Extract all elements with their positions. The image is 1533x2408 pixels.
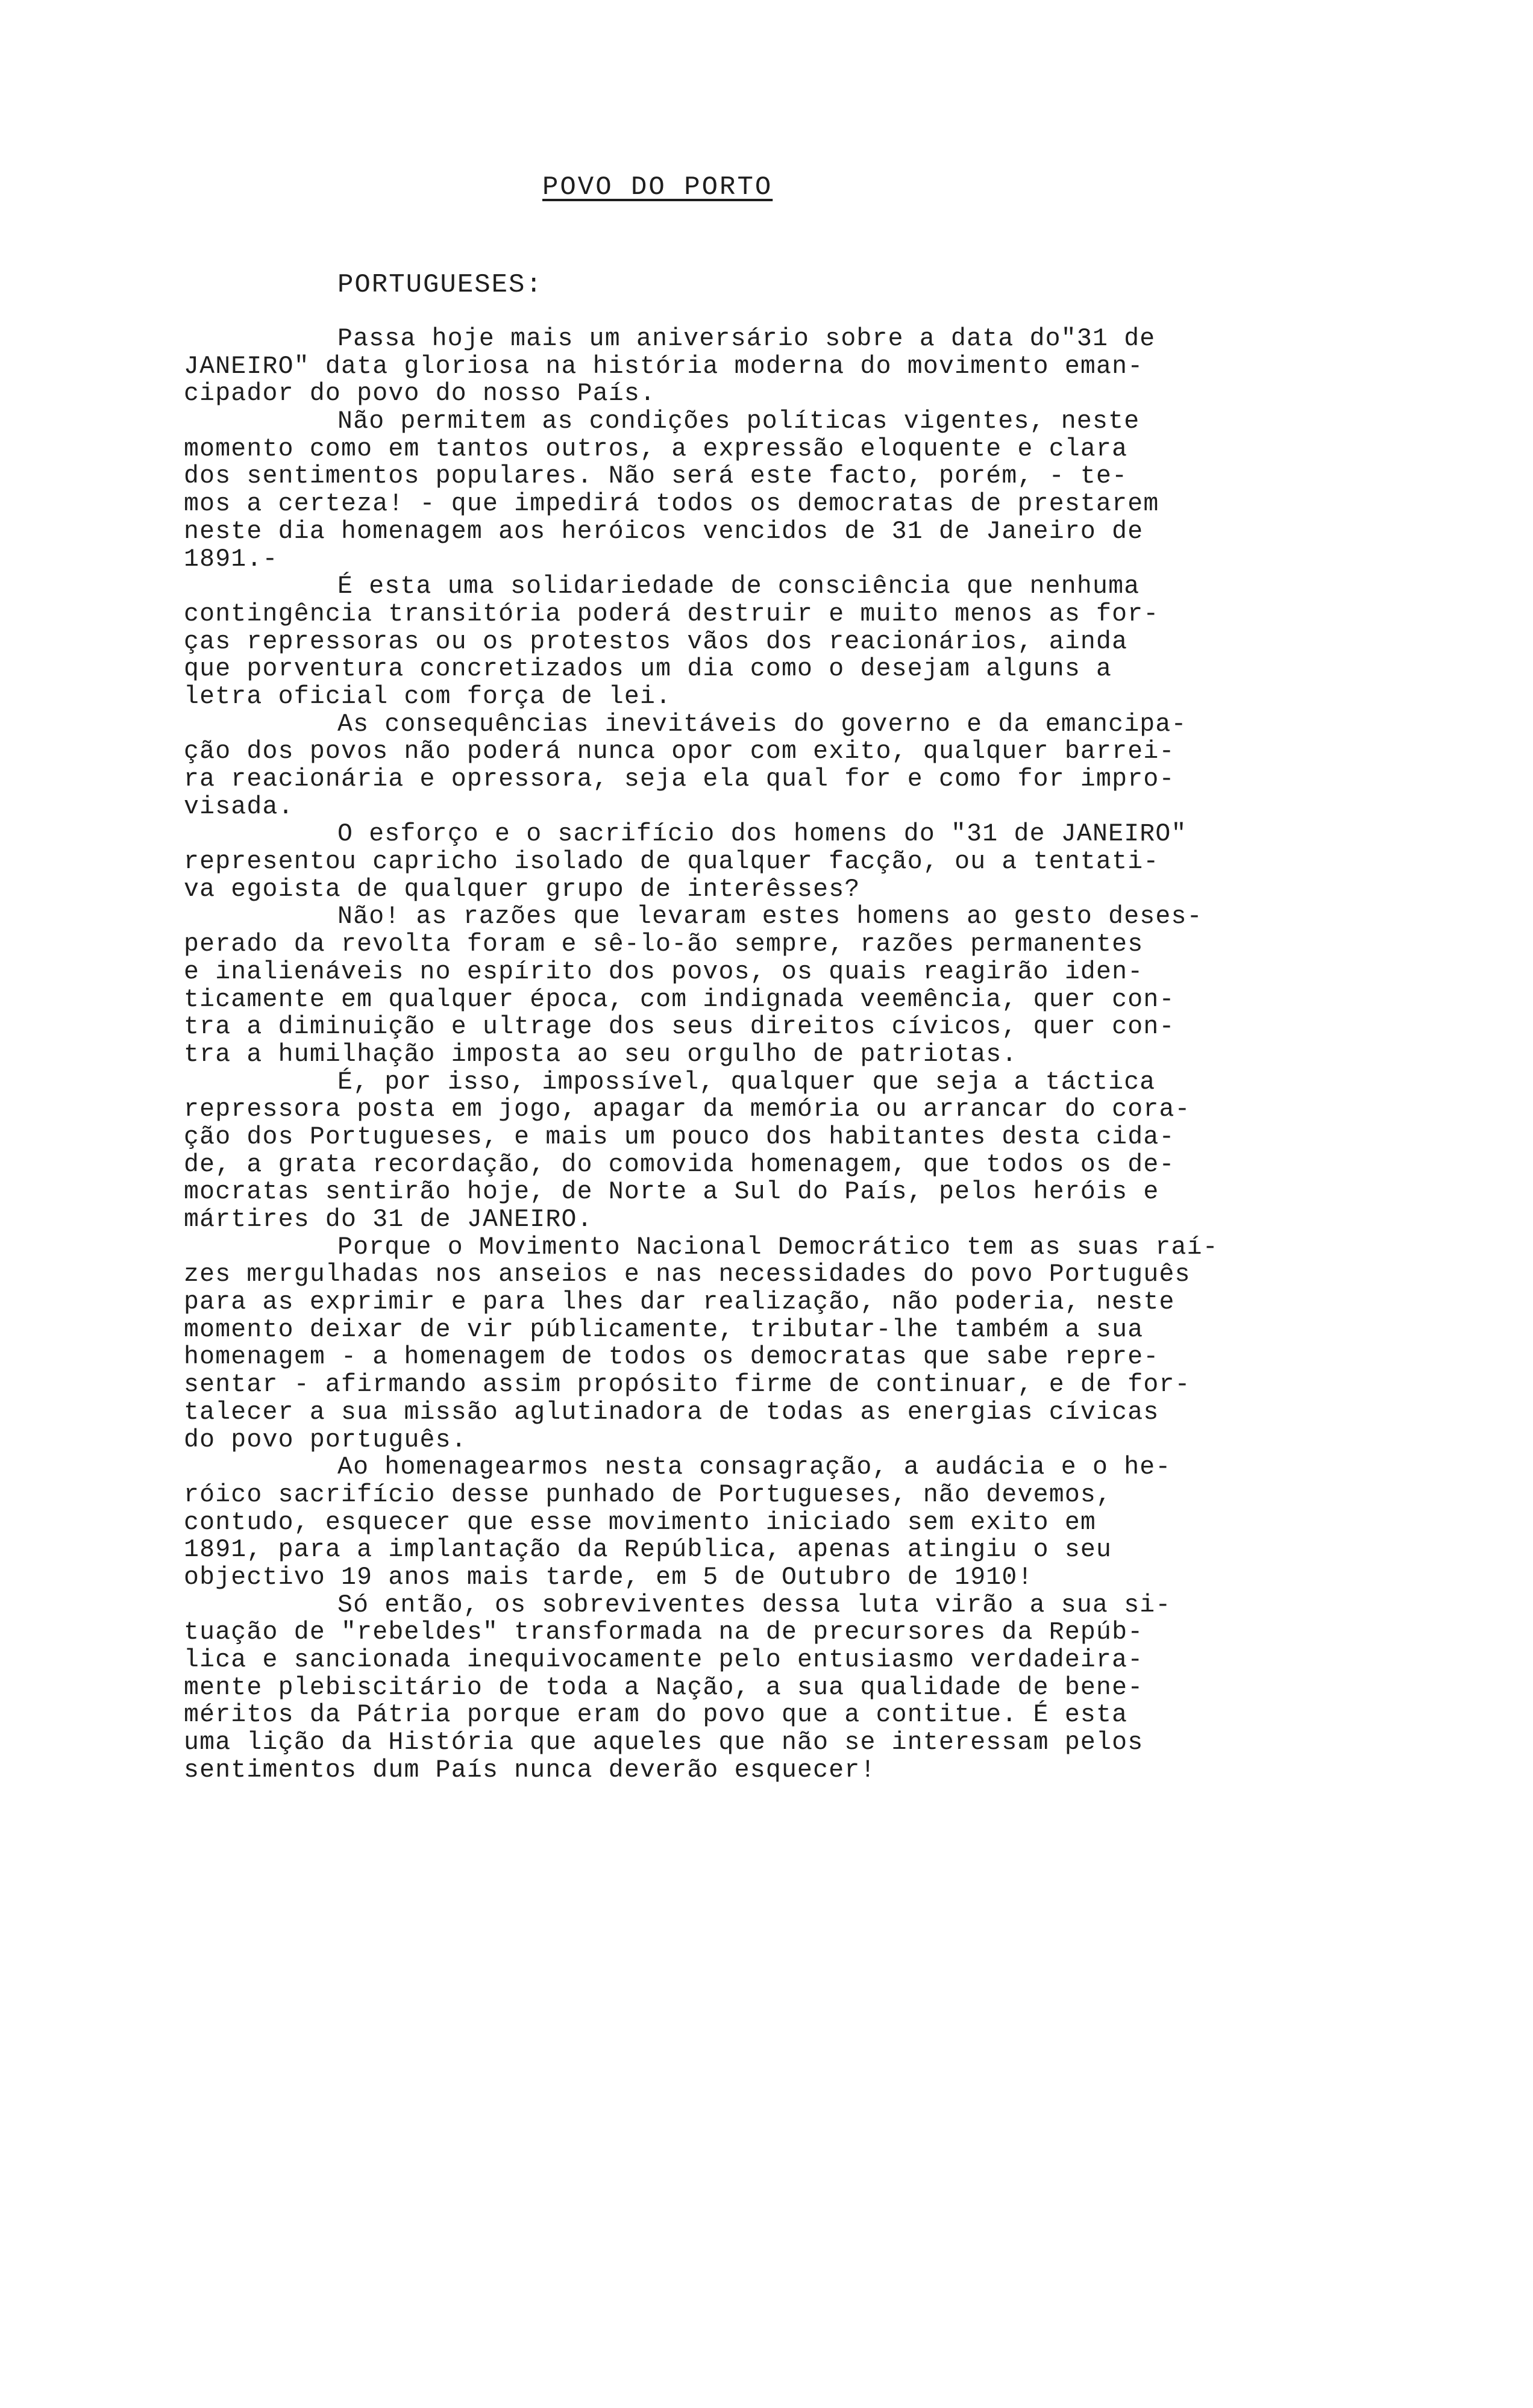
text-line: As consequências inevitáveis do governo e da emancipa- — [337, 710, 1187, 739]
text-line: Só então, os sobreviventes dessa luta virão a sua si- — [337, 1590, 1171, 1619]
text-line: O esforço e o sacrifício dos homens do "31 de JANEIRO" — [337, 820, 1187, 849]
text-line: sentimentos dum País nunca deverão esquecer! — [184, 1756, 876, 1784]
text-line: róico sacrifício desse punhado de Portugueses, não devemos, — [184, 1480, 1112, 1509]
text-line: mártires do 31 de JANEIRO. — [184, 1206, 593, 1234]
text-line: contudo, esquecer que esse movimento iniciado sem exito em — [184, 1508, 1097, 1537]
text-line: 1891, para a implantação da República, apenas atingiu o seu — [184, 1536, 1112, 1565]
text-line: homenagem - a homenagem de todos os democratas que sabe repre- — [184, 1343, 1159, 1372]
text-line: É, por isso, impossível, qualquer que seja a táctica — [337, 1068, 1156, 1096]
text-line: ção dos povos não poderá nunca opor com exito, qualquer barrei- — [184, 737, 1175, 766]
text-line: va egoista de qualquer grupo de interêsses? — [184, 875, 861, 904]
text-line: ticamente em qualquer época, com indignada veemência, quer con- — [184, 985, 1175, 1014]
text-line: tuação de "rebeldes" transformada na de precursores da Repúb- — [184, 1618, 1144, 1647]
text-line: que porventura concretizados um dia como o desejam alguns a — [184, 655, 1112, 684]
text-line: méritos da Pátria porque eram do povo que a contitue. É esta — [184, 1701, 1128, 1730]
text-line: de, a grata recordação, do comovida homenagem, que todos os de- — [184, 1150, 1175, 1179]
body-text — [184, 325, 1329, 1784]
text-line: neste dia homenagem aos heróicos vencidos de 31 de Janeiro de — [184, 517, 1144, 546]
text-line: para as exprimir e para lhes dar realização, não poderia, neste — [184, 1288, 1175, 1317]
text-line: Passa hoje mais um aniversário sobre a data do"31 de — [337, 325, 1156, 353]
salutation: PORTUGUESES: — [337, 270, 543, 300]
text-line: Não! as razões que levaram estes homens ao gesto deses- — [337, 902, 1203, 931]
text-line: cipador do povo do nosso País. — [184, 380, 656, 408]
text-line: Ao homenagearmos nesta consagração, a audácia e o he- — [337, 1453, 1171, 1482]
text-line: lica e sancionada inequivocamente pelo entusiasmo verdadeira- — [184, 1646, 1144, 1674]
text-line: JANEIRO" data gloriosa na história moderna do movimento eman- — [184, 352, 1144, 381]
text-line: ças repressoras ou os protestos vãos dos reacionários, ainda — [184, 627, 1128, 656]
text-line: sentar - afirmando assim propósito firme de continuar, e de for- — [184, 1371, 1191, 1399]
text-line: objectivo 19 anos mais tarde, em 5 de Outubro de 1910! — [184, 1563, 1033, 1592]
text-line: talecer a sua missão aglutinadora de todas as energias cívicas — [184, 1398, 1159, 1427]
text-line: mos a certeza! - que impedirá todos os democratas de prestarem — [184, 490, 1159, 519]
text-line: letra oficial com força de lei. — [184, 682, 672, 711]
text-line: do povo português. — [184, 1425, 467, 1454]
text-line: uma lição da História que aqueles que não se interessam pelos — [184, 1728, 1144, 1757]
text-line: perado da revolta foram e sê-lo-ão sempre, razões permanentes — [184, 930, 1144, 959]
document-title: POVO DO PORTO — [542, 172, 773, 202]
text-line: mente plebiscitário de toda a Nação, a sua qualidade de bene- — [184, 1673, 1144, 1702]
text-line: dos sentimentos populares. Não será este facto, porém, - te- — [184, 462, 1128, 491]
text-line: zes mergulhadas nos anseios e nas necessidades do povo Português — [184, 1260, 1191, 1289]
text-line: e inalienáveis no espírito dos povos, os quais reagirão iden- — [184, 957, 1144, 986]
text-line: momento como em tantos outros, a expressão eloquente e clara — [184, 434, 1128, 463]
text-line: 1891.- — [184, 545, 278, 574]
text-line: ra reacionária e opressora, seja ela qual for e como for impro- — [184, 765, 1175, 793]
text-line: contingência transitória poderá destruir e muito menos as for- — [184, 599, 1159, 628]
text-line: repressora posta em jogo, apagar da memória ou arrancar do cora- — [184, 1095, 1191, 1124]
text-line: tra a diminuição e ultrage dos seus direitos cívicos, quer con- — [184, 1013, 1175, 1042]
text-line: tra a humilhação imposta ao seu orgulho de patriotas. — [184, 1040, 1018, 1069]
text-line: Porque o Movimento Nacional Democrático tem as suas raí- — [337, 1233, 1218, 1262]
text-line: momento deixar de vir públicamente, tributar-lhe também a sua — [184, 1315, 1144, 1344]
text-line: representou capricho isolado de qualquer facção, ou a tentati- — [184, 848, 1159, 877]
text-line: ção dos Portugueses, e mais um pouco dos habitantes desta cida- — [184, 1122, 1175, 1151]
text-line: É esta uma solidariedade de consciência que nenhuma — [337, 572, 1140, 601]
text-line: visada. — [184, 792, 294, 821]
text-line: Não permitem as condições políticas vigentes, neste — [337, 407, 1140, 436]
text-line: mocratas sentirão hoje, de Norte a Sul do País, pelos heróis e — [184, 1178, 1159, 1207]
